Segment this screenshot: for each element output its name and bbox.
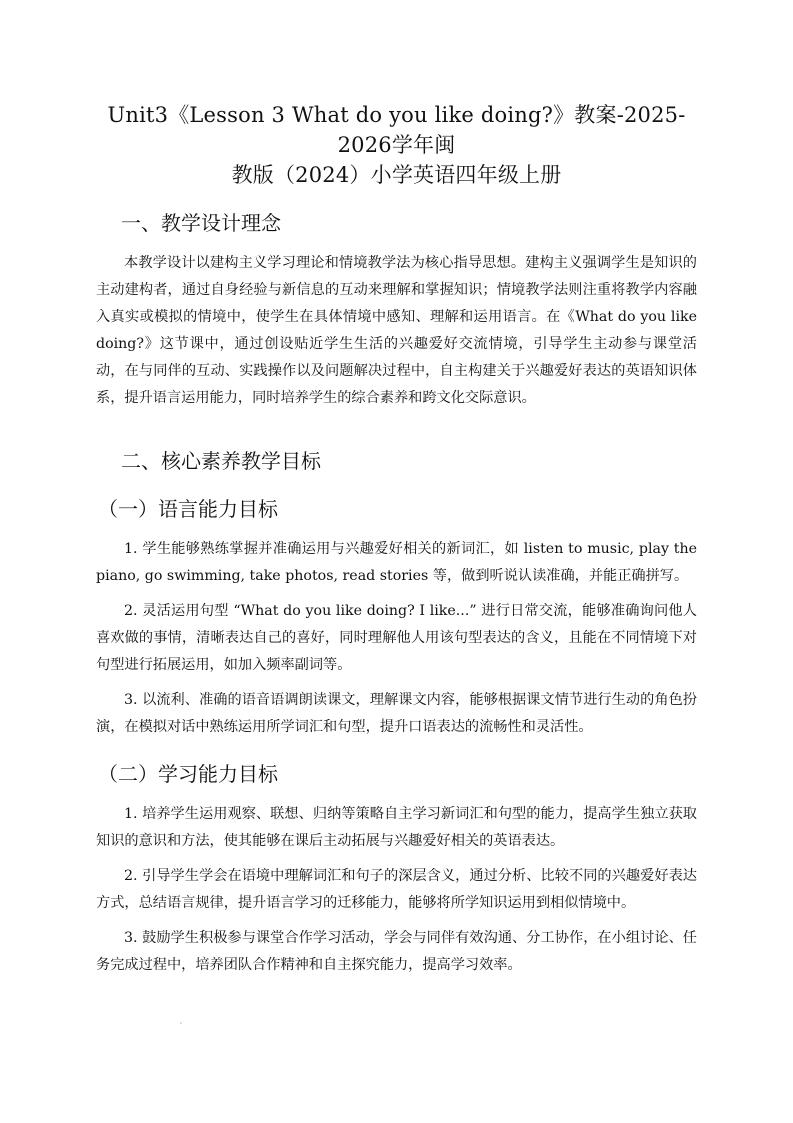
language-goal-item-3: 3. 以流利、准确的语音语调朗读课文，理解课文内容，能够根据课文情节进行生动的角色扮演，在模拟对话中熟练运用所学词汇和句型，提升口语表达的流畅性和灵活性。 [96,692,697,735]
section-heading-design-concept: 一、教学设计理念 [121,211,281,235]
title-line-2: 教版（2024）小学英语四年级上册 [231,163,562,187]
title-line-1: Unit3《Lesson 3 What do you like doing?》教案-2025-2026学年闽 [107,103,686,157]
document-title [96,100,697,190]
subsection-heading-learning-ability: （二）学习能力目标 [98,762,278,786]
learning-goal-item-2: 2. 引导学生学会在语境中理解词汇和句子的深层含义，通过分析、比较不同的兴趣爱好表达方式，总结语言规律，提升语言学习的迁移能力，能够将所学知识运用到相似情境中。 [96,868,697,911]
language-goal-item-2: 2. 灵活运用句型 “What do you like doing? I like...” 进行日常交流，能够准确询问他人喜欢做的事情，清晰表达自己的喜好，同时理解他人用该句型表达的含义，且能在不同情境下对句型进行拓展运用，如加入频率副词等。 [96,603,697,673]
design-concept-paragraph: 本教学设计以建构主义学习理论和情境教学法为核心指导思想。建构主义强调学生是知识的主动建构者，通过自身经验与新信息的互动来理解和掌握知识；情境教学法则注重将教学内容融入真实或模拟的情境中，使学生在具体情境中感知、理解和运用语言。在《What do you like doing?》这节课中，通过创设贴近学生生活的兴趣爱好交流情境，引导学生主动参与课堂活动，在与同伴的互动、实践操作以及问题解决过程中，自主构建关于兴趣爱好表达的英语知识体系，提升语言运用能力，同时培养学生的综合素养和跨文化交际意识。 [96,255,697,406]
learning-goal-item-1: 1. 培养学生运用观察、联想、归纳等策略自主学习新词汇和句型的能力，提高学生独立获取知识的意识和方法，使其能够在课后主动拓展与兴趣爱好相关的英语表达。 [96,806,697,849]
scan-speck [180,1022,182,1024]
language-goal-item-1: 1. 学生能够熟练掌握并准确运用与兴趣爱好相关的新词汇，如 listen to music, play the piano, go swimming, take photos, read stories 等，做到听说认读准确，并能正确拼写。 [96,541,697,584]
section-heading-core-goals: 二、核心素养教学目标 [121,449,321,473]
learning-goal-item-3: 3. 鼓励学生积极参与课堂合作学习活动，学会与同伴有效沟通、分工协作，在小组讨论、任务完成过程中，培养团队合作精神和自主探究能力，提高学习效率。 [96,930,697,973]
subsection-heading-language-ability: （一）语言能力目标 [98,497,278,521]
